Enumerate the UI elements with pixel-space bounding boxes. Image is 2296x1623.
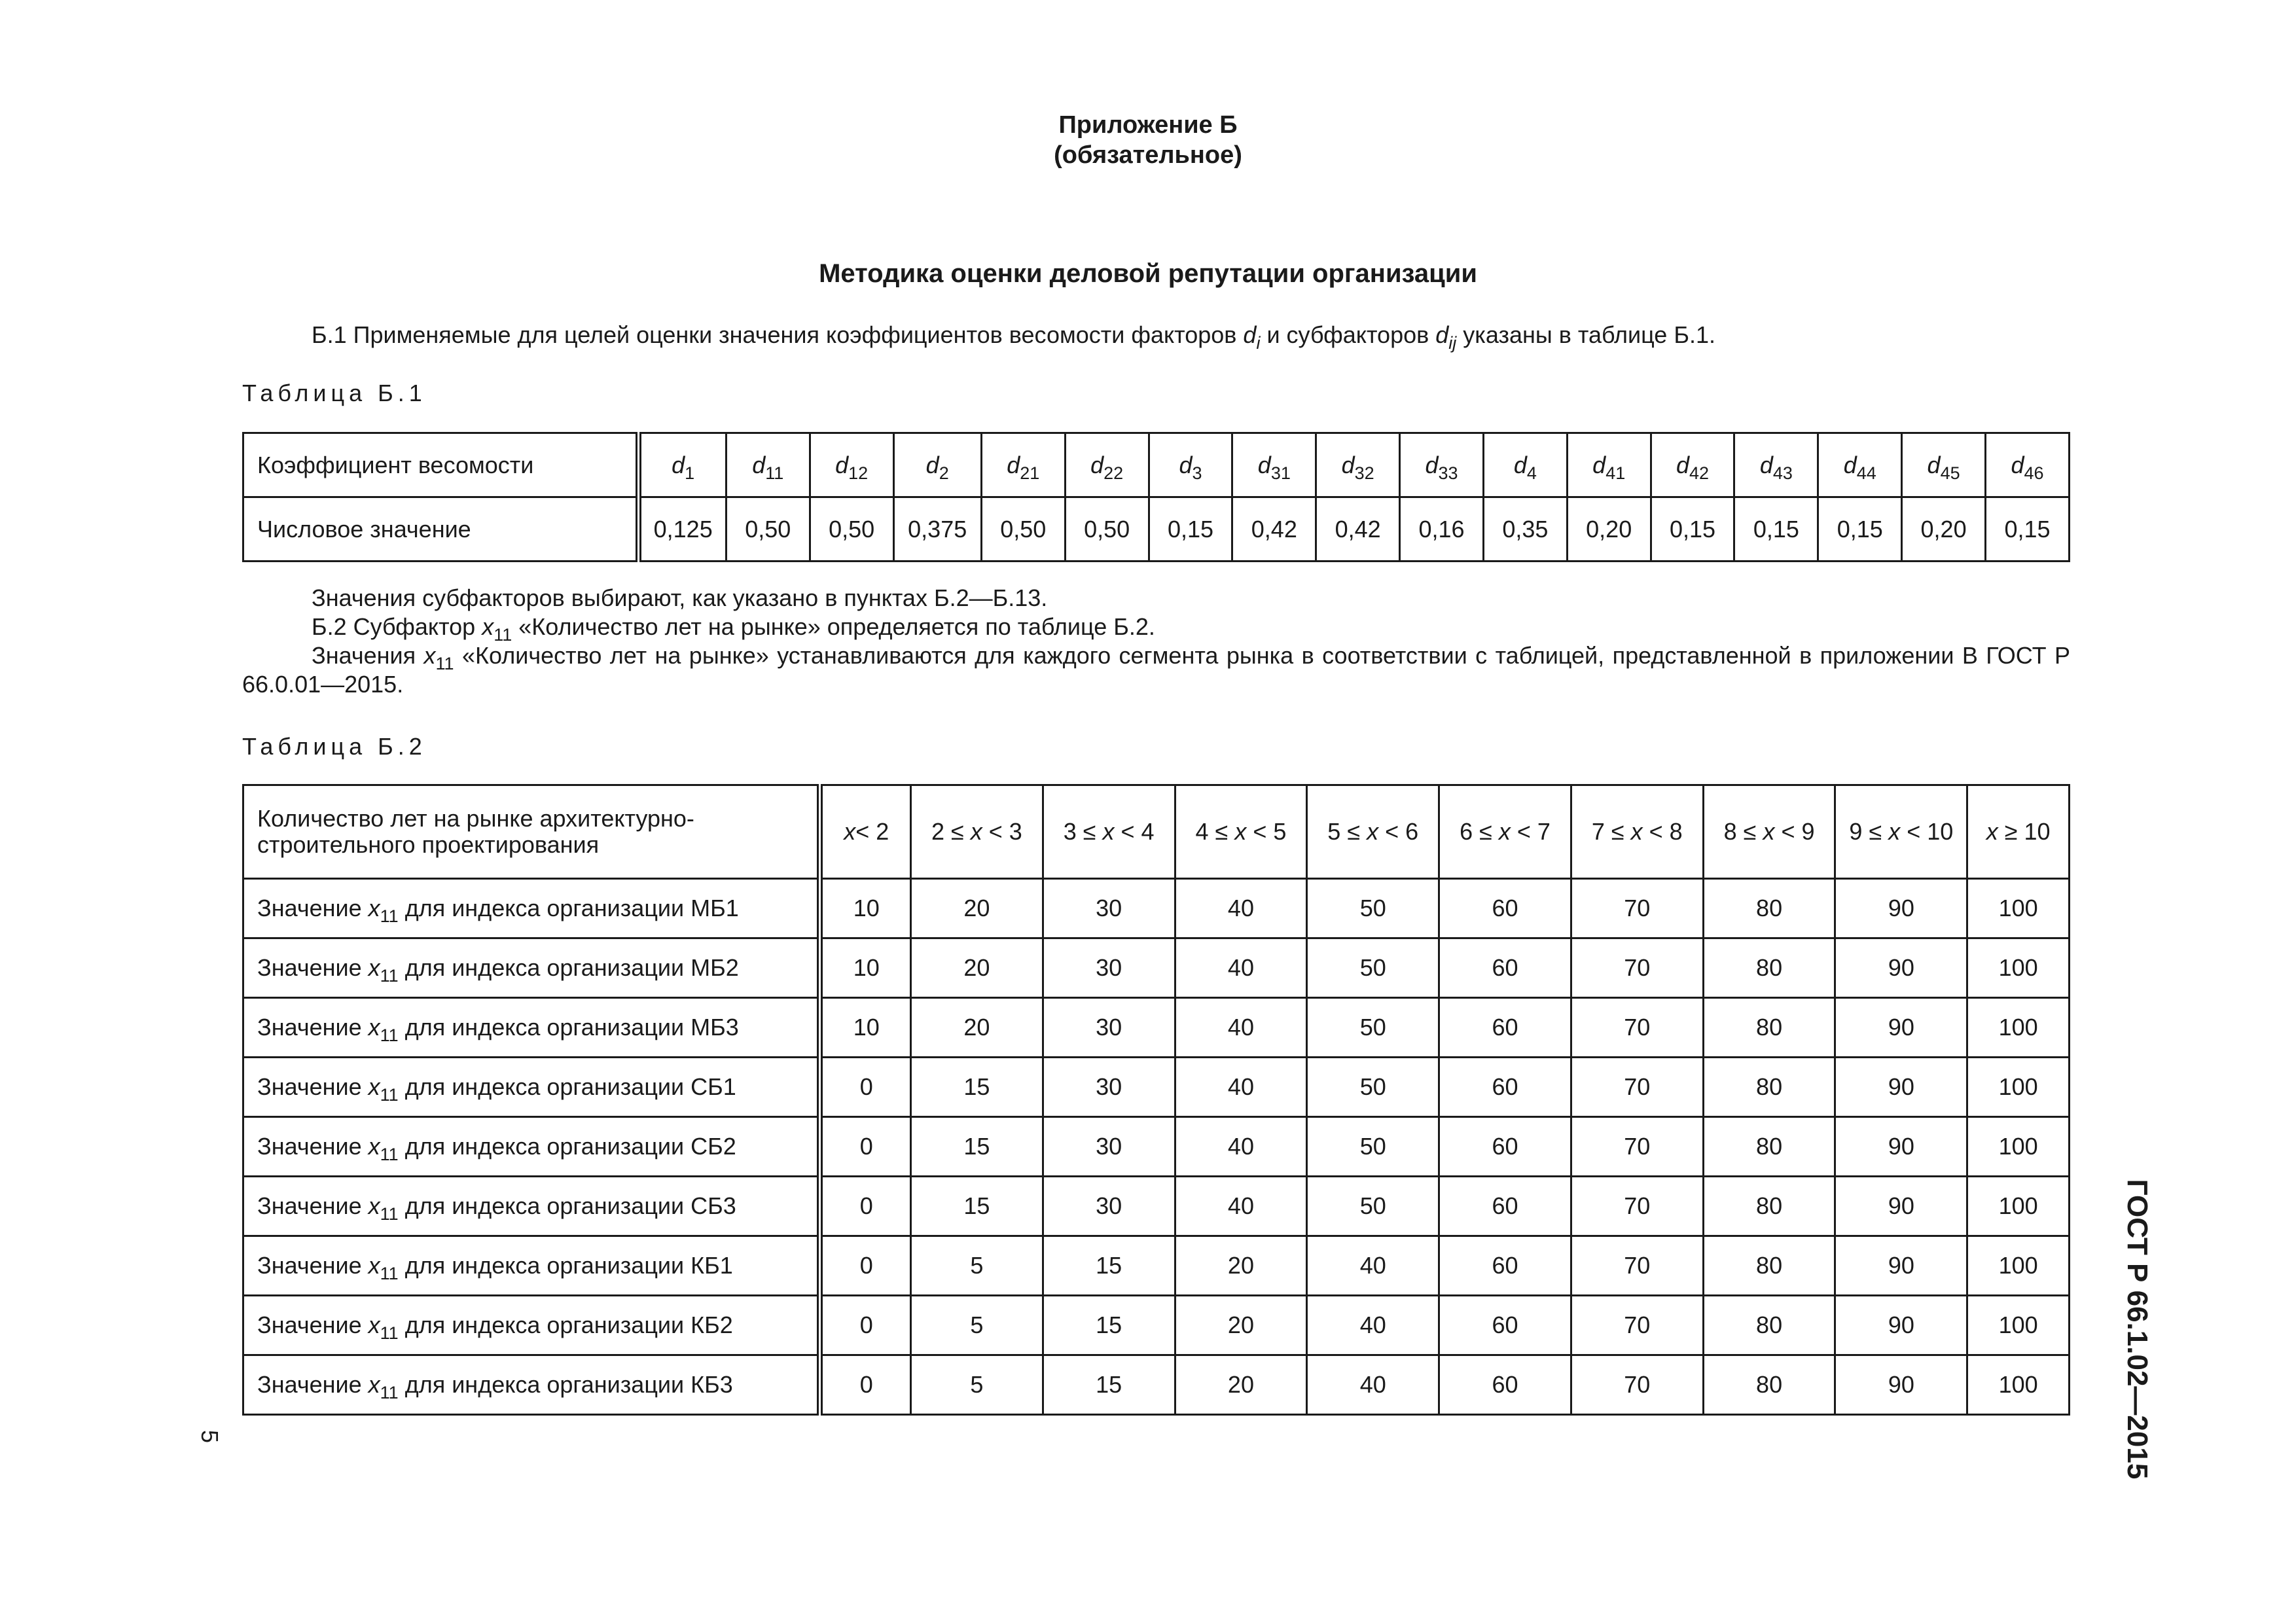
table1-coefficient-cell <box>1986 433 2070 497</box>
coefficient-subscript: 41 <box>1605 463 1626 483</box>
table1-coefficient-cell <box>1651 433 1734 497</box>
table-b1 <box>242 432 2070 562</box>
table2-value-cell: 10 <box>820 879 911 938</box>
table2-value-cell: 100 <box>1967 998 2070 1058</box>
table2-value-cell: 80 <box>1703 1355 1835 1415</box>
range-variable: x <box>970 818 982 845</box>
table2-value-cell: 15 <box>1043 1355 1175 1415</box>
table2-value-cell: 50 <box>1307 998 1439 1058</box>
table1-value-cell: 0,50 <box>726 497 810 562</box>
table2-value-cell: 5 <box>911 1236 1043 1296</box>
coefficient-symbol: d <box>1927 451 1941 478</box>
row-label-mid: для индекса организации <box>398 1311 691 1338</box>
row-label-variable: x <box>368 1073 380 1100</box>
table2-value-cell: 100 <box>1967 1296 2070 1355</box>
row-label-mid: для индекса организации <box>398 1371 691 1398</box>
table2-row-label <box>243 1117 820 1177</box>
table2-value-cell: 80 <box>1703 1296 1835 1355</box>
coefficient-subscript: 22 <box>1103 463 1124 483</box>
table2-value-cell: 30 <box>1043 1177 1175 1236</box>
table1-row1-label: Коэффициент весомости <box>243 433 639 497</box>
range-upper: < 4 <box>1114 818 1155 845</box>
table2-value-cell: 60 <box>1439 1296 1571 1355</box>
table2-value-cell: 40 <box>1175 1058 1307 1117</box>
table2-range-header <box>1835 785 1967 879</box>
row-label-subscript: 11 <box>380 1204 399 1224</box>
row-label-index: СБ1 <box>691 1073 736 1100</box>
table2-value-cell: 40 <box>1307 1355 1439 1415</box>
table2-value-cell: 60 <box>1439 1117 1571 1177</box>
table2-value-cell: 30 <box>1043 998 1175 1058</box>
table2-value-cell: 100 <box>1967 879 2070 938</box>
row-label-mid: для индекса организации <box>398 895 691 921</box>
row-label-mid: для индекса организации <box>398 1133 691 1160</box>
row-label-prefix: Значение <box>257 895 368 921</box>
table2-value-cell: 100 <box>1967 1177 2070 1236</box>
table2-value-cell: 0 <box>820 1355 911 1415</box>
table2-value-cell: 15 <box>911 1117 1043 1177</box>
table2-row <box>243 1117 2070 1177</box>
table2-row <box>243 1355 2070 1415</box>
table2-value-cell: 70 <box>1571 1177 1703 1236</box>
table2-value-cell: 10 <box>820 938 911 998</box>
range-upper: < 5 <box>1246 818 1287 845</box>
table2-range-header <box>1967 785 2070 879</box>
row-label-mid: для индекса организации <box>398 954 691 981</box>
table1-coefficient-cell <box>810 433 893 497</box>
table2-value-cell: 60 <box>1439 879 1571 938</box>
table2-value-cell: 50 <box>1307 879 1439 938</box>
range-variable: x <box>1888 818 1901 845</box>
table2-row <box>243 1236 2070 1296</box>
range-lower: 8 ≤ <box>1723 818 1763 845</box>
row-label-subscript: 11 <box>380 1026 399 1045</box>
table2-caption: Таблица Б.2 <box>242 733 427 760</box>
table2-value-cell: 90 <box>1835 938 1967 998</box>
range-variable: x <box>1498 818 1511 845</box>
table2-value-cell: 20 <box>911 938 1043 998</box>
standard-code: ГОСТ Р 66.1.02—2015 <box>2121 1179 2153 1480</box>
table2-value-cell: 60 <box>1439 1355 1571 1415</box>
table2-value-cell: 70 <box>1571 1117 1703 1177</box>
table2-row <box>243 998 2070 1058</box>
table1-coefficient-cell <box>981 433 1065 497</box>
row-label-subscript: 11 <box>380 966 399 986</box>
table2-value-cell: 0 <box>820 1177 911 1236</box>
range-upper: < 6 <box>1378 818 1419 845</box>
row-label-subscript: 11 <box>380 1085 399 1105</box>
coefficient-subscript: 11 <box>765 463 784 483</box>
table2-header-row <box>243 785 2070 879</box>
range-upper: < 3 <box>982 818 1022 845</box>
table2-row <box>243 879 2070 938</box>
coefficient-symbol: d <box>1090 451 1104 478</box>
table2-value-cell: 40 <box>1307 1236 1439 1296</box>
table1-value-cell: 0,16 <box>1400 497 1484 562</box>
table1-coefficient-cell <box>1232 433 1316 497</box>
table2-row-label <box>243 1296 820 1355</box>
row-label-index: МБ3 <box>691 1014 739 1041</box>
table1-coefficient-cell <box>1065 433 1149 497</box>
range-lower: 6 ≤ <box>1460 818 1499 845</box>
coefficient-subscript: 45 <box>1940 463 1960 483</box>
row-label-prefix: Значение <box>257 1073 368 1100</box>
coefficient-symbol: d <box>1759 451 1773 478</box>
row-label-index: КБ1 <box>691 1252 733 1279</box>
appendix-subtitle: (обязательное) <box>1054 141 1242 169</box>
table2-value-cell: 80 <box>1703 938 1835 998</box>
table2-value-cell: 90 <box>1835 879 1967 938</box>
coefficient-symbol: d <box>1341 451 1355 478</box>
table2-value-cell: 40 <box>1175 1117 1307 1177</box>
paragraph-b1: Б.1 Применяемые для целей оценки значения коэффициентов весомости факторов $d_i$ и субфакторов $d_{ij}$ указаны в таблице Б.1. <box>312 321 1715 353</box>
appendix-title: Приложение Б <box>1058 111 1238 139</box>
table1-value-cell: 0,35 <box>1483 497 1567 562</box>
row-label-index: МБ2 <box>691 954 739 981</box>
coefficient-subscript: 46 <box>2024 463 2044 483</box>
table2-row <box>243 1296 2070 1355</box>
table2-value-cell: 70 <box>1571 879 1703 938</box>
table2-value-cell: 70 <box>1571 1296 1703 1355</box>
paragraph-subfactor-choice: Значения субфакторов выбирают, как указано в пунктах Б.2—Б.13. <box>312 584 1048 611</box>
range-variable: x <box>844 818 856 845</box>
row-label-index: СБ2 <box>691 1133 736 1160</box>
row-label-variable: x <box>368 1192 380 1219</box>
table2-value-cell: 70 <box>1571 1236 1703 1296</box>
row-label-subscript: 11 <box>380 1264 399 1283</box>
coefficient-subscript: 2 <box>939 463 949 483</box>
table2-value-cell: 60 <box>1439 938 1571 998</box>
coefficient-subscript: 1 <box>685 463 695 483</box>
row-label-prefix: Значение <box>257 1192 368 1219</box>
row-label-prefix: Значение <box>257 1014 368 1041</box>
table1-coefficient-cell <box>1400 433 1484 497</box>
coefficient-symbol: d <box>1425 451 1439 478</box>
table2-value-cell: 100 <box>1967 1058 2070 1117</box>
coefficient-symbol: d <box>835 451 849 478</box>
range-variable: x <box>1763 818 1775 845</box>
table1-coefficient-cell <box>893 433 981 497</box>
range-variable: x <box>1986 818 1998 845</box>
row-label-prefix: Значение <box>257 1371 368 1398</box>
coefficient-symbol: d <box>1257 451 1271 478</box>
table1-coefficient-cell <box>726 433 810 497</box>
table1-row2-label: Числовое значение <box>243 497 639 562</box>
table2-row-label <box>243 1355 820 1415</box>
table2-value-cell: 0 <box>820 1117 911 1177</box>
range-variable: x <box>1102 818 1115 845</box>
coefficient-symbol: d <box>1513 451 1527 478</box>
range-lower: 9 ≤ <box>1849 818 1889 845</box>
table1-value-cell: 0,20 <box>1902 497 1986 562</box>
table2-value-cell: 40 <box>1175 1177 1307 1236</box>
table2-value-cell: 40 <box>1175 938 1307 998</box>
table2-row-label <box>243 998 820 1058</box>
coefficient-symbol: d <box>1843 451 1857 478</box>
table2-range-header <box>1703 785 1835 879</box>
range-upper: < 9 <box>1774 818 1815 845</box>
range-upper: < 8 <box>1642 818 1683 845</box>
row-label-variable: x <box>368 1371 380 1398</box>
table1-coefficient-cell <box>1818 433 1902 497</box>
table2-row-label <box>243 1177 820 1236</box>
row-label-index: СБ3 <box>691 1192 736 1219</box>
coefficient-subscript: 4 <box>1526 463 1537 483</box>
table2-value-cell: 15 <box>911 1177 1043 1236</box>
range-variable: x <box>1630 818 1643 845</box>
row-label-mid: для индекса организации <box>398 1252 691 1279</box>
table1-value-cell: 0,15 <box>1734 497 1818 562</box>
coefficient-subscript: 32 <box>1354 463 1374 483</box>
table2-value-cell: 90 <box>1835 1236 1967 1296</box>
row-label-prefix: Значение <box>257 1133 368 1160</box>
table2-range-header <box>820 785 911 879</box>
table2-value-cell: 90 <box>1835 998 1967 1058</box>
page-number: 5 <box>196 1429 223 1444</box>
table2-value-cell: 100 <box>1967 1236 2070 1296</box>
coefficient-symbol: d <box>1179 451 1193 478</box>
row-label-prefix: Значение <box>257 1252 368 1279</box>
table2-value-cell: 90 <box>1835 1177 1967 1236</box>
table1-coefficient-cell <box>638 433 726 497</box>
table2-value-cell: 40 <box>1175 879 1307 938</box>
table1-value-cell: 0,50 <box>810 497 893 562</box>
paragraph-x11-values: Значения $x_{11}$ «Количество лет на рынке» устанавливаются для каждого сегмента рынка в соответствии с таблицей, представленной в приложении В ГОСТ Р 66.0.01—2015. <box>242 642 2070 698</box>
row-label-subscript: 11 <box>380 1323 399 1343</box>
coefficient-symbol: d <box>672 451 685 478</box>
table1-coefficient-cell <box>1316 433 1400 497</box>
table2-value-cell: 0 <box>820 1296 911 1355</box>
table2-value-cell: 70 <box>1571 938 1703 998</box>
coefficient-symbol: d <box>2011 451 2024 478</box>
table2-value-cell: 100 <box>1967 1355 2070 1415</box>
coefficient-subscript: 21 <box>1020 463 1040 483</box>
row-label-index: КБ3 <box>691 1371 733 1398</box>
table2-value-cell: 40 <box>1175 998 1307 1058</box>
table2-value-cell: 20 <box>911 879 1043 938</box>
table2-value-cell: 80 <box>1703 879 1835 938</box>
table2-value-cell: 15 <box>1043 1296 1175 1355</box>
table2-row-label <box>243 938 820 998</box>
table1-coefficient-cell <box>1902 433 1986 497</box>
row-label-variable: x <box>368 1311 380 1338</box>
table2-value-cell: 10 <box>820 998 911 1058</box>
row-label-mid: для индекса организации <box>398 1073 691 1100</box>
table2-value-cell: 80 <box>1703 1177 1835 1236</box>
coefficient-symbol: d <box>1007 451 1020 478</box>
table2-row <box>243 938 2070 998</box>
paragraph-b2: Б.2 Субфактор $x_{11}$ «Количество лет на рынке» определяется по таблице Б.2. <box>312 613 1155 645</box>
table2-row-label <box>243 1058 820 1117</box>
table1-row-coefficients <box>243 433 2070 497</box>
range-variable: x <box>1234 818 1247 845</box>
table2-value-cell: 5 <box>911 1296 1043 1355</box>
row-label-variable: x <box>368 954 380 981</box>
range-lower: 5 ≤ <box>1327 818 1367 845</box>
table2-value-cell: 30 <box>1043 1058 1175 1117</box>
table2-value-cell: 20 <box>1175 1296 1307 1355</box>
table1-value-cell: 0,15 <box>1818 497 1902 562</box>
table1-value-cell: 0,20 <box>1567 497 1651 562</box>
table1-coefficient-cell <box>1567 433 1651 497</box>
table2-value-cell: 100 <box>1967 938 2070 998</box>
row-label-variable: x <box>368 1252 380 1279</box>
coefficient-subscript: 31 <box>1270 463 1291 483</box>
row-label-subscript: 11 <box>380 906 399 926</box>
row-label-index: КБ2 <box>691 1311 733 1338</box>
coefficient-symbol: d <box>1592 451 1606 478</box>
table2-value-cell: 0 <box>820 1236 911 1296</box>
table2-value-cell: 15 <box>911 1058 1043 1117</box>
coefficient-subscript: 33 <box>1438 463 1458 483</box>
table2-value-cell: 50 <box>1307 1117 1439 1177</box>
range-lower: 4 ≤ <box>1195 818 1235 845</box>
table2-value-cell: 60 <box>1439 1177 1571 1236</box>
table1-value-cell: 0,125 <box>638 497 726 562</box>
row-label-mid: для индекса организации <box>398 1192 691 1219</box>
table2-value-cell: 70 <box>1571 998 1703 1058</box>
row-label-prefix: Значение <box>257 954 368 981</box>
coefficient-subscript: 44 <box>1856 463 1876 483</box>
table2-value-cell: 40 <box>1307 1296 1439 1355</box>
row-label-subscript: 11 <box>380 1145 399 1164</box>
table2-range-header <box>1043 785 1175 879</box>
table2-value-cell: 50 <box>1307 1058 1439 1117</box>
coefficient-symbol: d <box>752 451 766 478</box>
table2-value-cell: 90 <box>1835 1058 1967 1117</box>
table2-value-cell: 70 <box>1571 1058 1703 1117</box>
table2-range-header <box>1175 785 1307 879</box>
table2-value-cell: 30 <box>1043 879 1175 938</box>
table2-value-cell: 60 <box>1439 998 1571 1058</box>
table2-range-header <box>911 785 1043 879</box>
table2-value-cell: 0 <box>820 1058 911 1117</box>
table2-value-cell: 30 <box>1043 938 1175 998</box>
table2-value-cell: 30 <box>1043 1117 1175 1177</box>
table2-value-cell: 50 <box>1307 938 1439 998</box>
table2-value-cell: 5 <box>911 1355 1043 1415</box>
table1-caption: Таблица Б.1 <box>242 380 427 406</box>
table2-value-cell: 80 <box>1703 1117 1835 1177</box>
range-lower: 7 ≤ <box>1591 818 1631 845</box>
table2-value-cell: 20 <box>911 998 1043 1058</box>
coefficient-subscript: 3 <box>1192 463 1202 483</box>
range-upper: < 10 <box>1900 818 1954 845</box>
table2-value-cell: 60 <box>1439 1236 1571 1296</box>
range-upper: ≥ 10 <box>1998 818 2051 845</box>
table2-row <box>243 1177 2070 1236</box>
coefficient-symbol: d <box>925 451 939 478</box>
range-lower: 3 ≤ <box>1063 818 1103 845</box>
row-label-index: МБ1 <box>691 895 739 921</box>
table2-value-cell: 80 <box>1703 1058 1835 1117</box>
table2-row-label <box>243 879 820 938</box>
range-upper: < 7 <box>1510 818 1551 845</box>
table2-value-cell: 15 <box>1043 1236 1175 1296</box>
table-b2 <box>242 784 2070 1416</box>
table1-coefficient-cell <box>1734 433 1818 497</box>
table2-row-label <box>243 1236 820 1296</box>
table2-value-cell: 60 <box>1439 1058 1571 1117</box>
table1-value-cell: 0,42 <box>1232 497 1316 562</box>
table1-value-cell: 0,15 <box>1149 497 1232 562</box>
table1-value-cell: 0,50 <box>1065 497 1149 562</box>
table2-value-cell: 20 <box>1175 1236 1307 1296</box>
range-variable: x <box>1367 818 1379 845</box>
row-label-variable: x <box>368 895 380 921</box>
table1-value-cell: 0,42 <box>1316 497 1400 562</box>
table1-coefficient-cell <box>1483 433 1567 497</box>
row-label-variable: x <box>368 1014 380 1041</box>
table1-value-cell: 0,375 <box>893 497 981 562</box>
table2-value-cell: 50 <box>1307 1177 1439 1236</box>
table2-value-cell: 90 <box>1835 1117 1967 1177</box>
row-label-variable: x <box>368 1133 380 1160</box>
coefficient-symbol: d <box>1676 451 1690 478</box>
section-title: Методика оценки деловой репутации организации <box>819 259 1477 288</box>
range-lower: 2 ≤ <box>931 818 971 845</box>
coefficient-subscript: 42 <box>1689 463 1710 483</box>
row-label-prefix: Значение <box>257 1311 368 1338</box>
table2-value-cell: 80 <box>1703 1236 1835 1296</box>
table2-value-cell: 70 <box>1571 1355 1703 1415</box>
table2-value-cell: 20 <box>1175 1355 1307 1415</box>
table2-value-cell: 90 <box>1835 1355 1967 1415</box>
range-upper: < 2 <box>855 818 889 845</box>
table1-value-cell: 0,15 <box>1986 497 2070 562</box>
table1-coefficient-cell <box>1149 433 1232 497</box>
table2-value-cell: 80 <box>1703 998 1835 1058</box>
table2-header-label: Количество лет на рынке архитектурно-строительного проектирования <box>243 785 820 879</box>
row-label-subscript: 11 <box>380 1383 399 1402</box>
table2-range-header <box>1439 785 1571 879</box>
coefficient-subscript: 43 <box>1772 463 1793 483</box>
table2-row <box>243 1058 2070 1117</box>
table2-range-header <box>1571 785 1703 879</box>
table2-range-header <box>1307 785 1439 879</box>
table1-row-values <box>243 497 2070 562</box>
table2-value-cell: 100 <box>1967 1117 2070 1177</box>
table2-value-cell: 90 <box>1835 1296 1967 1355</box>
table1-value-cell: 0,50 <box>981 497 1065 562</box>
coefficient-subscript: 12 <box>848 463 869 483</box>
row-label-mid: для индекса организации <box>398 1014 691 1041</box>
table1-value-cell: 0,15 <box>1651 497 1734 562</box>
